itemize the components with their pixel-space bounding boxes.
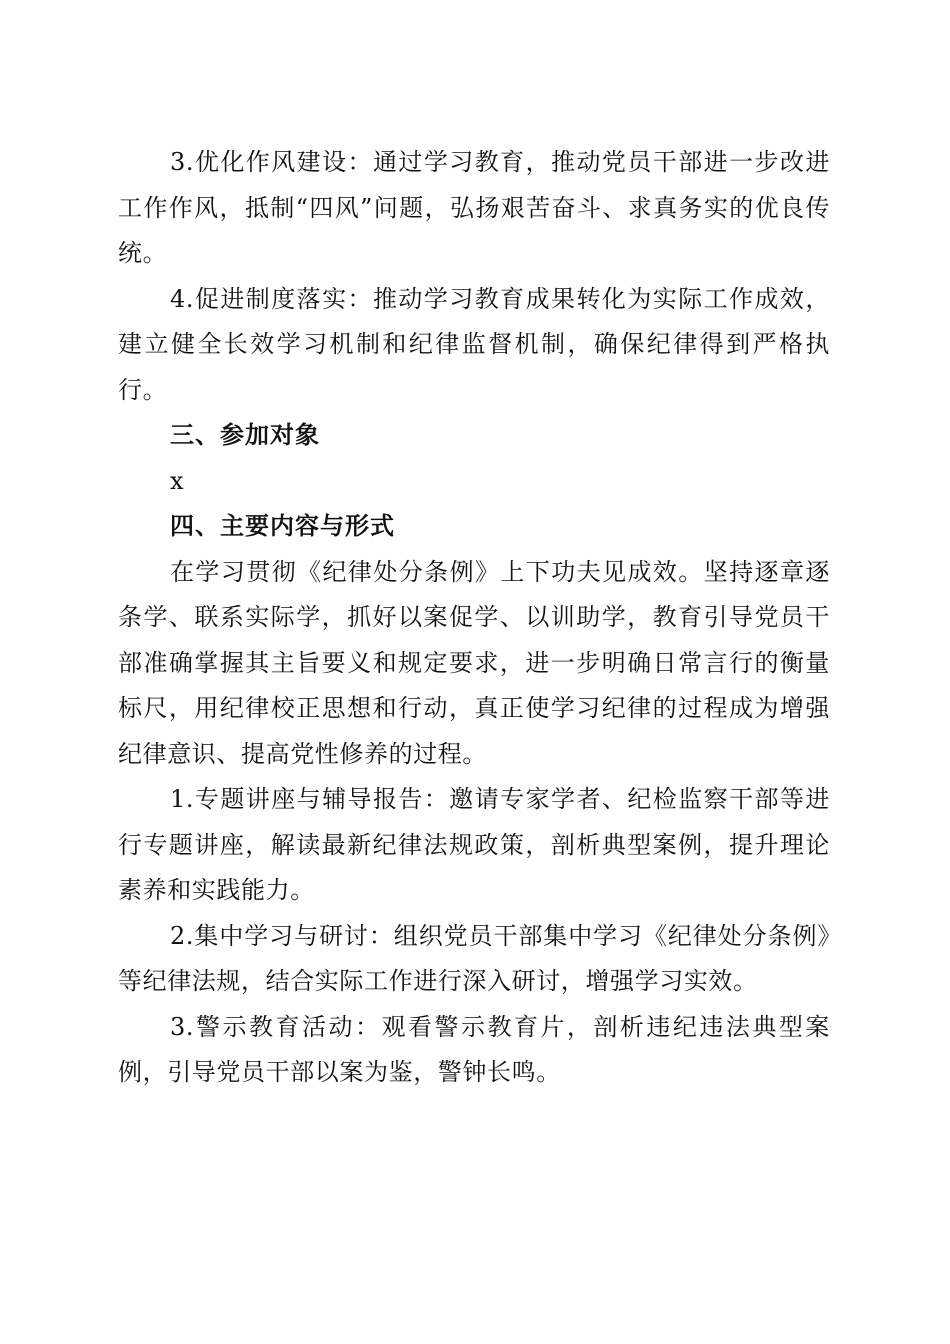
paragraph-warning-education: 3.警示教育活动：观看警示教育片，剖析违纪违法典型案例，引导党员干部以案为鉴，警钟长鸣。 [118,1012,830,1086]
paragraph-lectures: 1.专题讲座与辅导报告：邀请专家学者、纪检监察干部等进行专题讲座，解读最新纪律法规政策，剖析典型案例，提升理论素养和实践能力。 [118,785,830,904]
section-heading-content: 四、主要内容与形式 [170,512,395,540]
section-heading-participants: 三、参加对象 [170,421,320,449]
paragraph-group-study: 2.集中学习与研讨：组织党员干部集中学习《纪律处分条例》等纪律法规，结合实际工作进行深入研讨，增强学习实效。 [118,921,830,995]
paragraph-content-intro: 在学习贯彻《纪律处分条例》上下功夫见成效。坚持逐章逐条学、联系实际学，抓好以案促学、以训助学，教育引导党员干部准确掌握其主旨要义和规定要求，进一步明确日常言行的衡量标尺，用纪律校正思想和行动，真正使学习纪律的过程成为增强纪律意识、提高党性修养的过程。 [118,557,830,768]
paragraph-promote-system: 4.促进制度落实：推动学习教育成果转化为实际工作成效，建立健全长效学习机制和纪律监督机制，确保纪律得到严格执行。 [118,284,830,404]
participants-text: x [170,466,185,495]
paragraph-optimize-style: 3.优化作风建设：通过学习教育，推动党员干部进一步改进工作作风，抵制“四风”问题，弘扬艰苦奋斗、求真务实的优良传统。 [118,148,830,267]
document-page [118,140,830,1096]
